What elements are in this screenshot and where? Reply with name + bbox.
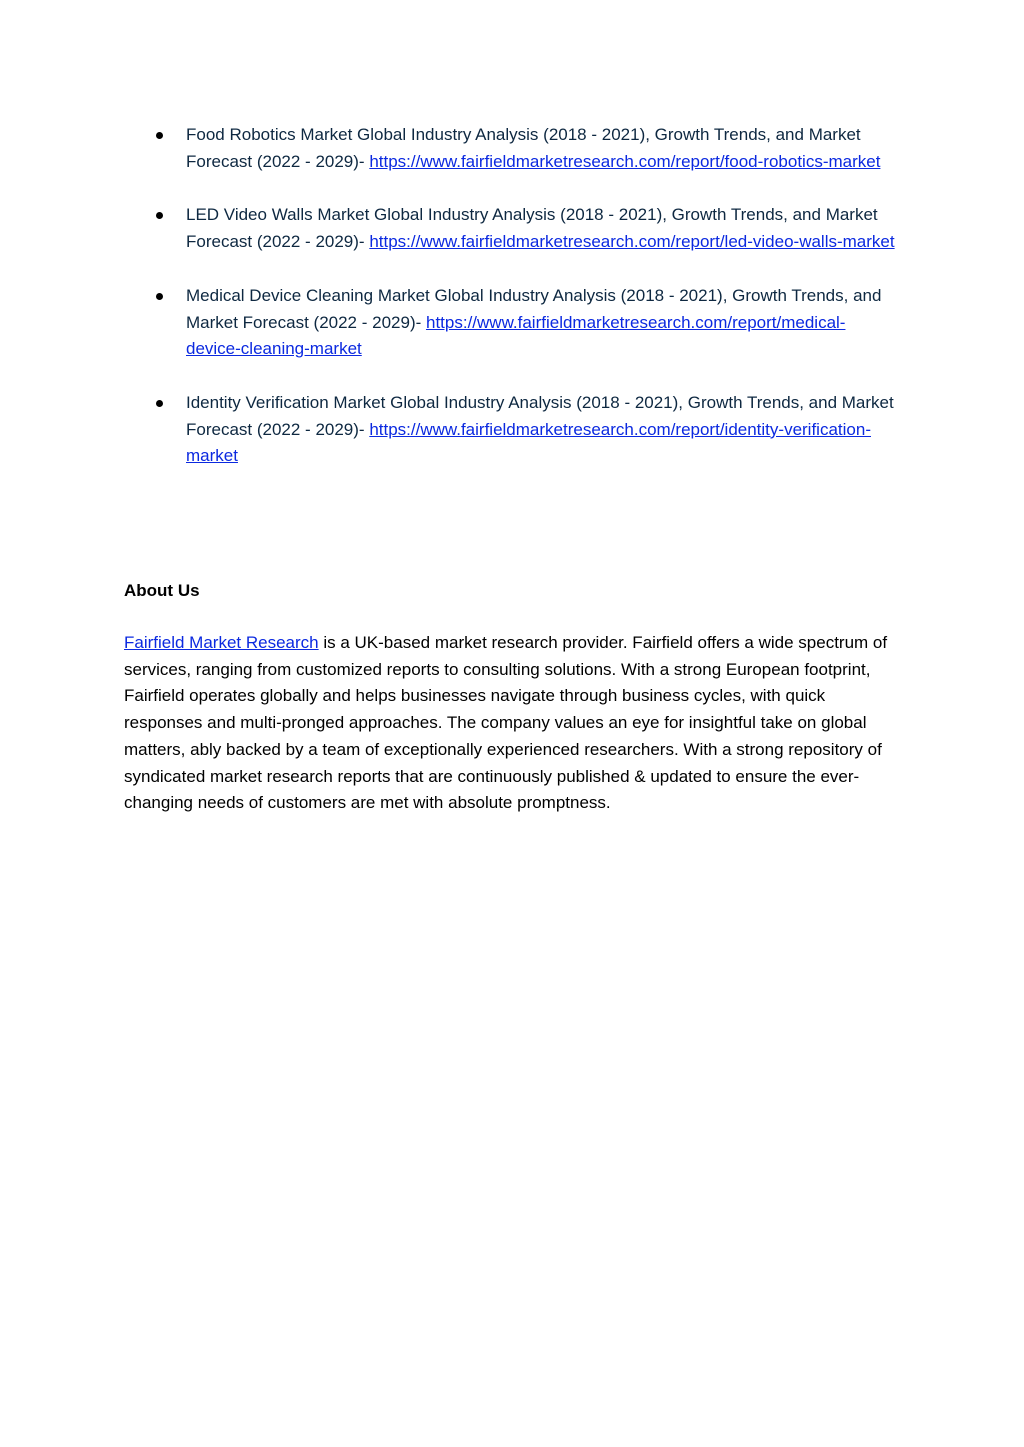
bullet-icon (156, 132, 163, 139)
report-title: Food Robotics Market Global Industry Analysis (2018 - 2021), Growth Trends, and Market Forecast (2022 - 2029)- (186, 125, 861, 171)
list-item (186, 122, 898, 175)
bullet-icon (156, 212, 163, 219)
report-link[interactable]: https://www.fairfieldmarketresearch.com/report/medical-device-cleaning-market (186, 312, 846, 359)
report-list (186, 122, 898, 497)
list-item (186, 390, 898, 470)
bullet-icon (156, 293, 163, 300)
about-paragraph (124, 630, 894, 817)
report-link[interactable]: https://www.fairfieldmarketresearch.com/report/led-video-walls-market (369, 232, 895, 252)
company-link[interactable]: Fairfield Market Research (124, 633, 319, 652)
list-item (186, 202, 898, 255)
report-title: Medical Device Cleaning Market Global Industry Analysis (2018 - 2021), Growth Trends, and Market Forecast (2022 - 2029)- (186, 285, 882, 332)
bullet-icon (156, 400, 163, 407)
report-title: Identity Verification Market Global Industry Analysis (2018 - 2021), Growth Trends, and Market Forecast (2022 - 2029)- (186, 392, 894, 439)
about-heading: About Us (124, 581, 200, 600)
report-link[interactable]: https://www.fairfieldmarketresearch.com/report/food-robotics-market (369, 151, 881, 171)
report-title: LED Video Walls Market Global Industry Analysis (2018 - 2021), Growth Trends, and Market Forecast (2022 - 2029)- (186, 205, 878, 252)
about-body-text: is a UK-based market research provider. Fairfield offers a wide spectrum of services, ranging from customized reports to consulting solutions. With a strong European footprint, Fairfield operates globally and helps businesses navigate through business cycles, with quick responses and multi-pronged approaches. The company values an eye for insightful take on global matters, ably backed by a team of exceptionally experienced researchers. With a strong repository of syndicated market research reports that are continuously published & updated to ensure the ever-changing needs of customers are met with absolute promptness. (124, 633, 888, 813)
report-link[interactable]: https://www.fairfieldmarketresearch.com/report/identity-verification-market (186, 419, 871, 466)
list-item (186, 283, 898, 363)
